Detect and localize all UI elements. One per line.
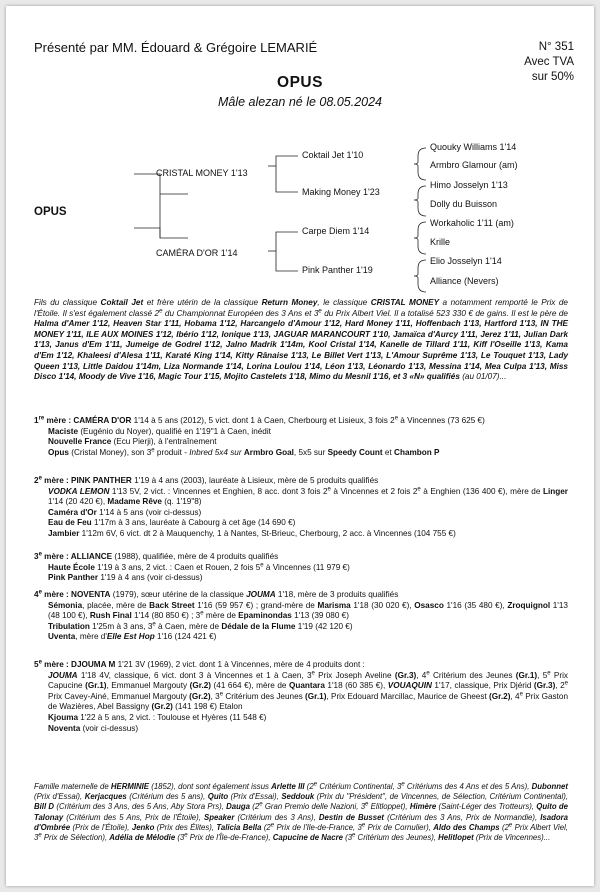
first-dam-produce-2: Nouvelle France (Ecu Pierji), à l'entraînement [48,437,217,447]
fourth-dam-produce-1: Sémonia, placée, mère de Back Street 1'16 (59 957 €) ; grand-mère de Marisma 1'18 (30 020 €), Osasco 1'16 (35 480 €), Zroquignol 1'13 (48 100 €), Rush Final 1'14 (80 850 €) ; 3e mère de Epaminondas 1'13 (39 080 €) [48,600,568,621]
pedigree-gen3-2: Armbro Glamour (am) [430,160,518,170]
pedigree-gen2-3: Carpe Diem 1'14 [302,226,370,236]
fifth-dam-heading: 5e mère : DJOUMA M 1'21 3V (1969), 2 vict. dont 1 à Vincennes, mère de 4 produits dont : [34,659,365,669]
pedigree-horse: OPUS [34,206,67,218]
second-dam-produce-1: VODKA LEMON 1'13 5V, 2 vict. : Vincennes et Enghien, 8 acc. dont 3 fois 2e à Vincennes et 2 fois 2e à Enghien (136 400 €), mère de Linger 1'14 (20 420 €), Madame Rêve (q. 1'19"8) [48,485,568,507]
pedigree-sire: CRISTAL MONEY 1'13 [156,168,248,178]
second-dam-heading: 2e mère : PINK PANTHER 1'19 à 4 ans (2003), lauréate à Lisieux, mère de 5 produits qualifiés [34,475,379,485]
pedigree-gen3-6: Krille [430,237,451,247]
second-dam-produce-4: Jambier 1'12m 6V, 6 vict. dt 2 à Mauquenchy, 1 à Nantes, St-Brieuc, Cherbourg, 2 acc. à Vincennes (104 755 €) [48,528,456,538]
second-dam-produce-3: Eau de Feu 1'17m à 3 ans, lauréate à Cabourg à cet âge (14 690 €) [48,518,296,528]
page-subtitle: Mâle alezan né le 08.05.2024 [217,95,382,109]
first-dam-produce-3: Opus (Cristal Money), son 3e produit - Inbred 5x4 sur Armbro Goal, 5x5 sur Speedy Count et Chambon P [48,447,440,457]
pedigree-gen3-5: Workaholic 1'11 (am) [430,218,514,228]
pedigree-gen3-1: Quouky Williams 1'14 [430,142,517,152]
first-dam-heading: 1re mère : CAMÉRA D'OR 1'14 à 5 ans (2012), 5 vict. dont 1 à Caen, Cherbourg et Lisieux, 3 fois 2e à Vincennes (73 625 €) [34,415,485,425]
pedigree-gen3-3: Himo Josselyn 1'13 [430,180,508,190]
fifth-dam-section [34,660,568,734]
fifth-dam-produce-2: Kjouma 1'22 à 5 ans, 2 vict. : Toulouse et Hyères (11 548 €) [48,712,267,722]
lot-number: N° 351 [538,41,574,53]
pedigree-gen3-4: Dolly du Buisson [430,199,498,209]
third-dam-produce-2: Pink Panther 1'19 à 4 ans (voir ci-dessus) [48,573,203,583]
third-dam-section [34,552,568,584]
presenter-line: Présenté par MM. Édouard & Grégoire LEMARIÉ [34,40,318,55]
pedigree-gen3-7: Elio Josselyn 1'14 [430,256,502,266]
tva-label: Avec TVA [524,56,574,68]
third-dam-heading: 3e mère : ALLIANCE (1988), qualifiée, mère de 4 produits qualifiés [34,551,279,561]
maternal-family-note: Famille maternelle de HERMINIE (1852), dont sont également issus Arlette III (2e Critérium Continental, 3e Critériums des 4 Ans et des 5 Ans), Dubonnet (Prix d'Essai), Kerjacques (Critérium des 5 ans), Quito (Prix d'Essai), Seddouk (Prix du "Président", de Vincennes, de Sélection, Critérium Continental), Bill D (Critérium des 3 Ans, des 5 Ans, Aby Stora Prs), Dauga (2e Gran Premio delle Nazioni, 3e Elitloppet), Himère (Saint-Léger des Trotteurs), Quito de Talonay (Critérium des 5 Ans, Prix de l'Étoile), Speaker (Critérium des 3 Ans), Destin de Busset (Critérium des 3 Ans, Prix de Normandie), Isadora d'Ombrée (Prix de l'Étoile), Jenko (Prix des Élites), Talicia Bella (2e Prix de l'Ile-de-France, 3e Prix de Cornulier), Aldo des Champs (2e Prix Albert Viel, 3e Prix de Sélection), Adélia de Mélodie (3e Prix de l'Île-de-France), Capucine de Nacre (3e Critérium des Jeunes), Helitlopet (Prix de Vincennes)... [34,781,569,843]
pedigree-gen2-1: Coktail Jet 1'10 [302,150,364,160]
sire-description: Fils du classique Coktail Jet et frère utérin de la classique Return Money, le classique CRISTAL MONEY a notamment remporté le Prix de l'Étoile. Il s'est également classé 2e du Championnat Européen des 3 Ans et 3e du Prix Albert Viel. Il a totalisé 523 330 € de gains. Il est le père de Halma d'Amer 1'12, Heaven Star 1'11, Hobama 1'12, Harcangelo d'Amour 1'12, Hard Money 1'11, Hoffenbach 1'13, Hartford 1'13, IN THE MONEY 1'11, ILE AUX MOINES 1'12, Ibério 1'12, Ionique 1'13, JAGUAR MARANCOURT 1'10, Jamaïca d'Aurcy 1'11, Jerez 1'11, Julian Dark 1'13, Janus d'Em 1'11, Jumeige de Godrel 1'12, Jalno Madrik 1'14m, Kool Cristal 1'14, Kanelle de Tillard 1'11, Kiff l'Oseille 1'13, Kama d'Em 1'12, Khaleesi d'Alesa 1'11, Karaté King 1'14, Kitty Rânaise 1'13, Le Billet Vert 1'13, L'Amour Suprême 1'13, Le Touquet 1'13, Lady Queen 1'13, Little Daidou 1'14m, Liza Normande 1'14, Lorina Loulou 1'14, Léon 1'13, Léonardo 1'13, Messina 1'14, Mea Culpa 1'13, Miss Disco 1'14, Moody de Vive 1'16, Magic Tour 1'15, Mojito Castelets 1'18, Mimo du Mesnil 1'16, et 3 «N» qualifiés (au 01/07)... [34,298,568,382]
fourth-dam-heading: 4e mère : NOVENTA (1979), sœur utérine de la classique JOUMA 1'18, mère de 3 produits qualifiés [34,589,399,599]
fifth-dam-produce-3: Noventa (voir ci-dessus) [48,723,139,733]
second-dam-produce-2: Caméra d'Or 1'14 à 5 ans (voir ci-dessus) [48,507,202,517]
third-dam-produce-1: Haute École 1'19 à 3 ans, 2 vict. : Caen et Rouen, 2 fois 5e à Vincennes (11 979 €) [48,561,350,572]
tva-basis: sur 50% [531,71,574,83]
first-dam-section [34,416,568,458]
fourth-dam-produce-3: Uventa, mère d'Elle Est Hop 1'16 (124 421 €) [48,632,217,642]
fourth-dam-produce-2: Tribulation 1'25m à 3 ans, 3e à Caen, mère de Dédale de la Flume 1'19 (42 120 €) [48,621,353,631]
second-dam-section [34,476,568,540]
pedigree-gen2-4: Pink Panther 1'19 [302,265,373,275]
pedigree-gen3-8: Alliance (Nevers) [430,276,499,286]
first-dam-produce-1: Maciste (Eugénio du Noyer), qualifié en 1'19"1 à Caen, inédit [48,426,271,436]
pedigree-dam: CAMÉRA D'OR 1'14 [156,248,238,258]
page-title: OPUS [277,74,323,91]
pedigree-gen2-2: Making Money 1'23 [302,187,380,197]
fourth-dam-section [34,590,568,643]
fifth-dam-produce-1: JOUMA 1'18 4V, classique, 6 vict. dont 3 à Vincennes et 1 à Caen, 3e Prix Joseph Aveline (Gr.3), 4e Critérium des Jeunes (Gr.1), 5e Prix Capucine (Gr.1), Emmanuel Margouty (Gr.2) (41 664 €), mère de Quantara 1'18 (60 385 €), VOUAQUIN 1'17, classique, Prix Djérid (Gr.3), 2e Prix Cavey-Ainé, Emmanuel Margouty (Gr.2), 3e Critérium des Jeunes (Gr.1), Prix Edouard Marcillac, Maurice de Gheest (Gr.2), 4e Prix Gaston de Wazières, Abel Bassigny (Gr.2) (141 198 €) Etalon [48,669,569,712]
catalogue-page [6,6,594,886]
